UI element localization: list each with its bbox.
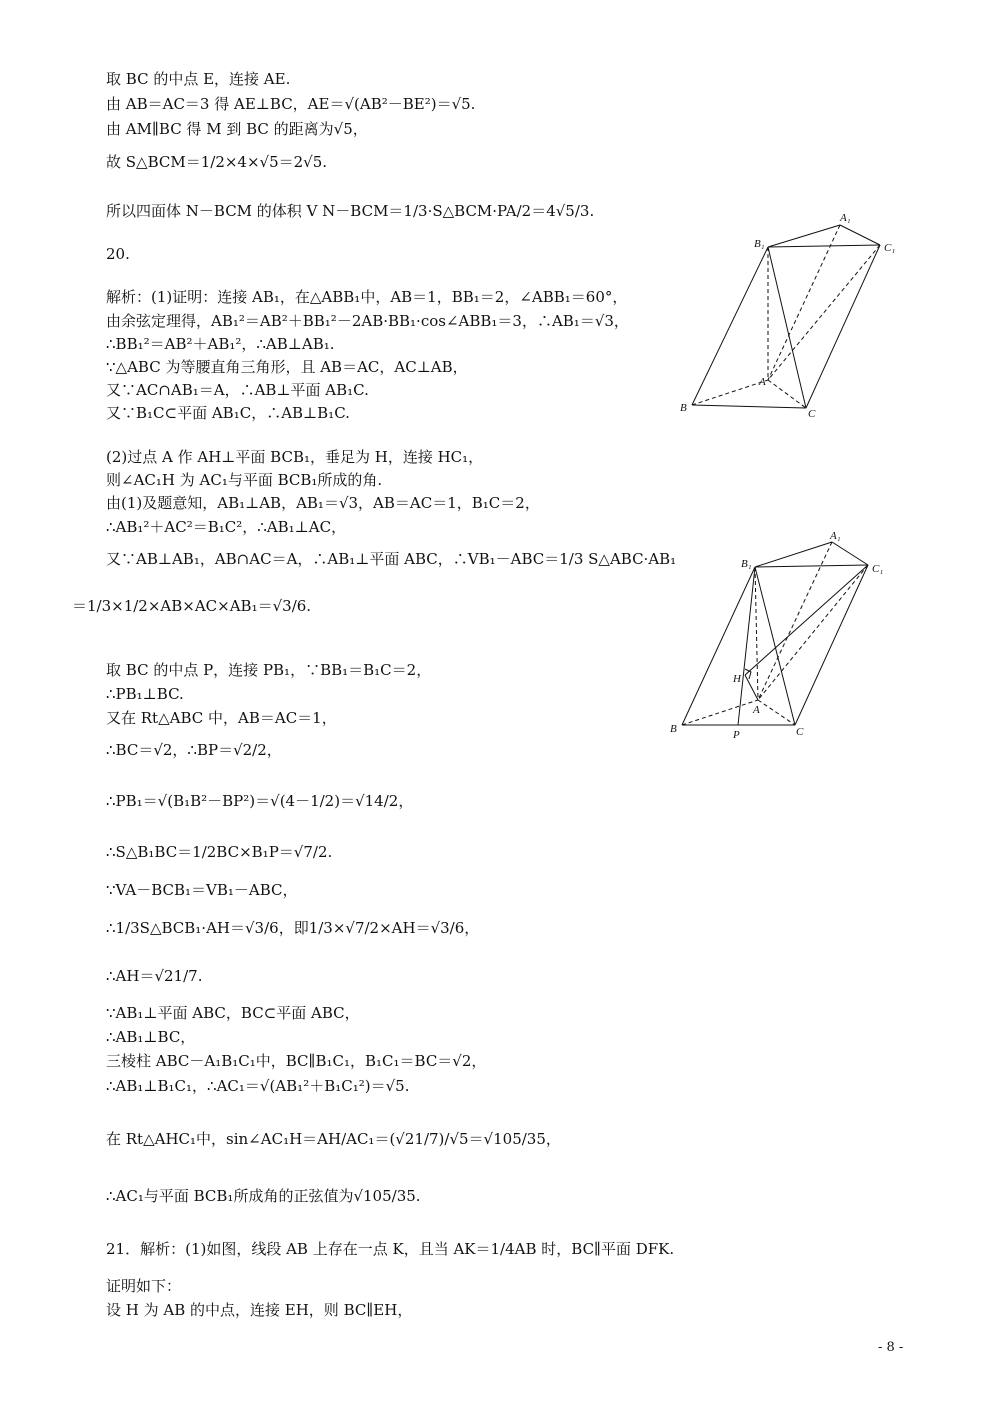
edge-b-a <box>692 380 768 405</box>
text-line: ＝1/3×1/2×AB×AC×AB₁＝√3/6. <box>72 597 312 615</box>
text-line: 又在 Rt△ABC 中，AB＝AC＝1， <box>106 709 337 727</box>
edge-b-c <box>692 405 806 408</box>
label-a: A <box>753 704 760 716</box>
text-line: 所以四面体 N－BCM 的体积 V N－BCM＝1/3·S△BCM·PA/2＝4√5/3. <box>106 202 595 220</box>
text-line: 由 AM∥BC 得 M 到 BC 的距离为√5， <box>106 120 368 138</box>
text-line: 又∵AC∩AB₁＝A，∴AB⊥平面 AB₁C. <box>106 381 369 399</box>
edge-b1-a1 <box>768 225 840 247</box>
edge-a1-c1 <box>832 542 868 565</box>
text-line: 故 S△BCM＝1/2×4×√5＝2√5. <box>106 153 328 171</box>
edge-b1-c <box>755 567 795 725</box>
text-line: 解析：(1)证明：连接 AB₁，在△ABB₁中，AB＝1，BB₁＝2，∠ABB₁＝60°， <box>106 288 628 306</box>
text-line: ∴AB₁⊥BC， <box>106 1028 196 1046</box>
edge-b1-p <box>738 567 755 725</box>
text-line: 三棱柱 ABC－A₁B₁C₁中，BC∥B₁C₁，B₁C₁＝BC＝√2， <box>106 1052 487 1070</box>
text-line: ∴S△B₁BC＝1/2BC×B₁P＝√7/2. <box>106 843 333 861</box>
edge-h-c1 <box>745 565 868 675</box>
edge-b1-a1 <box>755 542 832 567</box>
text-line: 证明如下： <box>106 1277 182 1295</box>
text-line: 在 Rt△AHC₁中，sin∠AC₁H＝AH/AC₁＝(√21/7)/√5＝√105/35， <box>106 1130 561 1148</box>
text-line: ∴BB₁²＝AB²＋AB₁²，∴AB⊥AB₁. <box>106 335 335 353</box>
text-line: ∴BC＝√2，∴BP＝√2/2， <box>106 741 282 759</box>
text-line: 设 H 为 AB 的中点，连接 EH，则 BC∥EH， <box>106 1301 413 1319</box>
prism-figure-1 <box>670 205 910 425</box>
text-line: ∴AC₁与平面 BCB₁所成角的正弦值为√105/35. <box>106 1187 421 1205</box>
label-c1: C₁ <box>884 242 896 254</box>
edge-b1-a <box>755 567 758 700</box>
text-line: ∵AB₁⊥平面 ABC，BC⊂平面 ABC， <box>106 1004 360 1022</box>
text-line: 取 BC 的中点 E，连接 AE. <box>106 70 291 88</box>
edge-c1-c <box>795 565 868 725</box>
edge-b1-c1 <box>768 245 880 247</box>
page-number: - 8 - <box>878 1340 904 1355</box>
label-c: C <box>796 726 804 738</box>
text-line: 20. <box>106 245 130 263</box>
edge-c1-a <box>768 245 880 380</box>
text-line: 由(1)及题意知，AB₁⊥AB，AB₁＝√3，AB＝AC＝1，B₁C＝2， <box>106 494 540 512</box>
edge-h-a <box>745 675 758 700</box>
text-line: 由余弦定理得，AB₁²＝AB²＋BB₁²－2AB·BB₁·cos∠ABB₁＝3，∴AB₁＝√3， <box>106 312 629 330</box>
edge-b-a <box>682 700 758 725</box>
edge-b1-b <box>692 247 768 405</box>
text-line: ∴PB₁⊥BC. <box>106 685 184 703</box>
text-line: ∵△ABC 为等腰直角三角形，且 AB＝AC，AC⊥AB， <box>106 358 468 376</box>
text-line: ∴1/3S△BCB₁·AH＝√3/6，即1/3×√7/2×AH＝√3/6， <box>106 919 480 937</box>
text-line: 取 BC 的中点 P，连接 PB₁，∵BB₁＝B₁C＝2， <box>106 661 432 679</box>
text-line: ∵VA－BCB₁＝VB₁－ABC， <box>106 881 298 899</box>
label-c: C <box>808 408 816 420</box>
text-line: ∴AH＝√21/7. <box>106 967 203 985</box>
edge-b1-c <box>768 247 806 408</box>
label-a1: A₁ <box>830 530 841 542</box>
label-a1: A₁ <box>840 212 851 224</box>
label-a: A <box>759 376 766 388</box>
label-h: H <box>733 673 741 685</box>
text-line: (2)过点 A 作 AH⊥平面 BCB₁，垂足为 H，连接 HC₁， <box>106 448 484 466</box>
edge-c1-a <box>758 565 868 700</box>
text-line: 21．解析：(1)如图，线段 AB 上存在一点 K，且当 AK＝1/4AB 时，BC∥平面 DFK. <box>106 1240 675 1258</box>
prism-figure-2 <box>660 525 900 745</box>
label-c1: C₁ <box>872 563 884 575</box>
edge-c1-c <box>806 245 880 408</box>
label-p: P <box>733 729 740 741</box>
text-line: 则∠AC₁H 为 AC₁与平面 BCB₁所成的角. <box>106 471 383 489</box>
text-line: 又∵AB⊥AB₁，AB∩AC＝A，∴AB₁⊥平面 ABC，∴VB₁－ABC＝1/3 S△ABC·AB₁ <box>106 550 677 568</box>
edge-a1-c1 <box>840 225 880 245</box>
label-b1: B₁ <box>754 238 765 250</box>
text-line: 又∵B₁C⊂平面 AB₁C，∴AB⊥B₁C. <box>106 404 350 422</box>
text-line: ∴PB₁＝√(B₁B²－BP²)＝√(4－1/2)＝√14/2， <box>106 792 414 810</box>
edge-b1-b <box>682 567 755 725</box>
text-line: 由 AB＝AC＝3 得 AE⊥BC，AE＝√(AB²－BE²)＝√5. <box>106 95 476 113</box>
edge-b1-c1 <box>755 565 868 567</box>
label-b: B <box>680 402 687 414</box>
text-line: ∴AB₁⊥B₁C₁，∴AC₁＝√(AB₁²＋B₁C₁²)＝√5. <box>106 1077 410 1095</box>
label-b1: B₁ <box>741 558 752 570</box>
text-line: ∴AB₁²＋AC²＝B₁C²，∴AB₁⊥AC， <box>106 518 347 536</box>
label-b: B <box>670 723 677 735</box>
